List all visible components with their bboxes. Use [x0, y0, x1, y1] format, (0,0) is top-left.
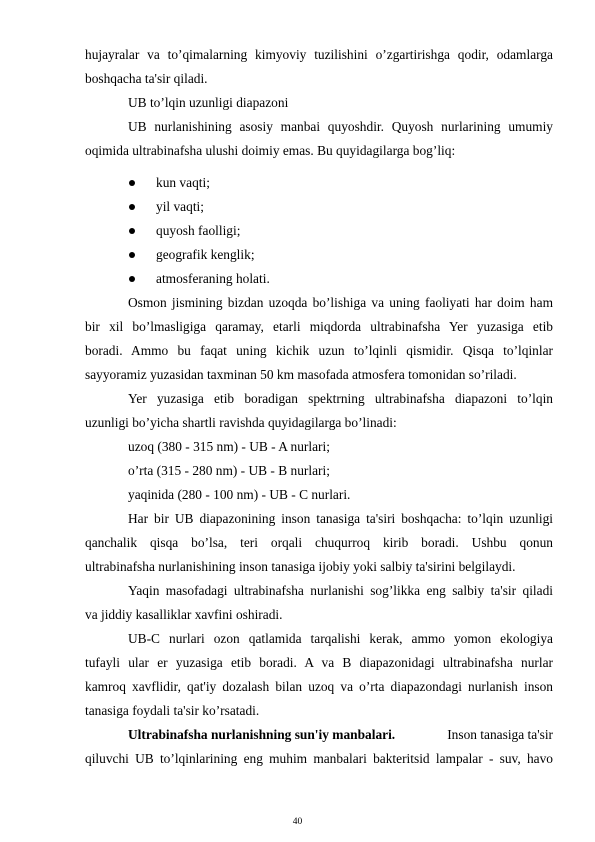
page-number: 40: [292, 817, 303, 827]
text-line: UB nurlanishining asosiy manbai quyoshdir. Quyosh nurlarining umumiy: [128, 119, 553, 134]
text-line: va jiddiy kasalliklar xavfini oshiradi.: [85, 607, 283, 622]
text-line: kamroq xavflidir, qat'iy dozalash bilan uzoq va o’rta diapazondagi nurlanish inson: [85, 679, 553, 694]
list-item: kun vaqti;: [156, 175, 210, 190]
text-line: qiluvchi UB to’lqinlarining eng muhim manbalari bakteritsid lampalar - suv, havo: [85, 751, 553, 766]
text-line: tufayli ular er yuzasiga etib boradi. A va B diapazonidagi ultrabinafsha nurlar: [85, 655, 553, 670]
text-line: hujayralar va to’qimalarning kimyoviy tuzilishini o’zgartirishga qodir, odamlarga: [85, 47, 553, 62]
text-line: boradi. Ammo bu faqat uning kichik uzun to’lqinli qismidir. Qisqa to’lqinlar: [85, 343, 553, 358]
bullet-icon: [129, 204, 135, 210]
bullet-icon: [129, 252, 135, 258]
bold-heading: Ultrabinafsha nurlanishning sun'iy manbalari.: [128, 727, 396, 742]
text-line: UB-C nurlari ozon qatlamida tarqalishi kerak, ammo yomon ekologiya: [128, 631, 553, 646]
text-span: Inson tanasiga ta'sir: [447, 727, 553, 742]
list-item: atmosferaning holati.: [156, 271, 270, 286]
list-item: quyosh faolligi;: [156, 223, 241, 238]
text-line: oqimida ultrabinafsha ulushi doimiy emas. Bu quyidagilarga bog’liq:: [85, 143, 456, 158]
bullet-icon: [129, 180, 135, 186]
text-line: ultrabinafsha nurlanishining inson tanasiga ijobiy yoki salbiy ta'sirini belgilaydi.: [85, 559, 516, 574]
text-line: Yer yuzasiga etib boradigan spektrning ultrabinafsha diapazoni to’lqin: [128, 391, 553, 406]
bullet-icon: [129, 228, 135, 234]
range-line: uzoq (380 - 315 nm) - UB - A nurlari;: [128, 439, 330, 454]
range-line: yaqinida (280 - 100 nm) - UB - C nurlari.: [128, 487, 351, 502]
text-line: sayyoramiz yuzasidan taxminan 50 km masofada atmosfera tomonidan so’riladi.: [85, 367, 517, 382]
text-line: Osmon jismining bizdan uzoqda bo’lishiga va uning faoliyati har doim ham: [128, 295, 553, 310]
bullet-icon: [129, 276, 135, 282]
text-line: uzunligi bo’yicha shartli ravishda quyidagilarga bo’linadi:: [85, 415, 397, 430]
list-item: geografik kenglik;: [156, 247, 255, 262]
section-heading: UB to’lqin uzunligi diapazoni: [128, 95, 289, 110]
text-line: [128, 727, 553, 743]
text-line: Har bir UB diapazonining inson tanasiga ta'siri boshqacha: to’lqin uzunligi: [128, 511, 553, 526]
range-line: o’rta (315 - 280 nm) - UB - B nurlari;: [128, 463, 330, 478]
list-item: yil vaqti;: [156, 199, 204, 214]
text-line: bir xil bo’lmasligiga qaramay, etarli miqdorda ultrabinafsha Yer yuzasiga etib: [85, 319, 553, 334]
text-line: qanchalik qisqa bo’lsa, teri orqali chuqurroq kirib boradi. Ushbu qonun: [85, 535, 553, 550]
text-line: tanasiga foydali ta'sir ko’rsatadi.: [85, 703, 260, 718]
text-line: Yaqin masofadagi ultrabinafsha nurlanishi sog’likka eng salbiy ta'sir qiladi: [128, 583, 553, 598]
text-line: boshqacha ta'sir qiladi.: [85, 71, 208, 86]
